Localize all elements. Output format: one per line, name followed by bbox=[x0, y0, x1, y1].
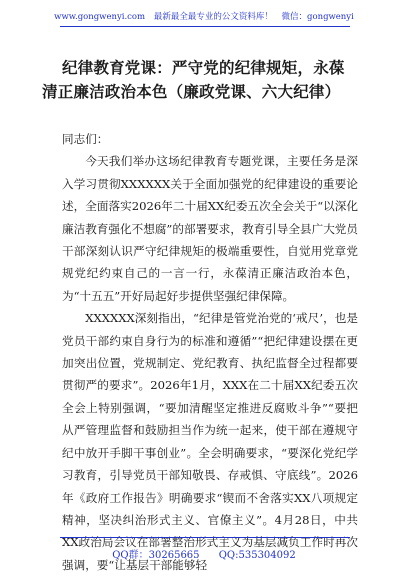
header-wechat: 微信：gongwenyi bbox=[281, 12, 354, 22]
title-line-1: 纪律教育党课：严守党的纪律规矩，永葆 bbox=[62, 58, 345, 77]
footer-qq: QQ:535304092 bbox=[218, 550, 296, 561]
header-bar bbox=[0, 10, 408, 22]
header-divider bbox=[60, 26, 350, 27]
header-slogan: 最新最全最专业的公文资料库！ bbox=[153, 12, 273, 22]
title-line-2: 清正廉洁政治本色（廉政党课、六大纪律） bbox=[42, 82, 341, 101]
footer-divider bbox=[60, 537, 350, 538]
document-title bbox=[42, 56, 362, 104]
header-site-link[interactable]: www.gongwenyi.com bbox=[54, 12, 146, 22]
footer-bar bbox=[0, 546, 408, 561]
salutation: 同志们： bbox=[62, 132, 109, 146]
document-body bbox=[62, 128, 358, 576]
body-paragraph-2: XXXXXX深刻指出，“纪律是管党治党的‘戒尺’，也是党员干部约束自身行为的标准和遵循”“把纪律建设摆在更加突出位置，党规制定、党纪教育、执纪监督全过程都要贯彻严的要求”。2026年1月，XXX在二十届XX纪委五次全会上特别强调，“要加清醒坚定推进反腐败斗争”“要把从严管理监督和鼓励担当作为统一起来，使干部在遵规守纪中放开手脚干事创业”。全会明确要求，“要深化党纪学习教育，引导党员干部知敬畏、存戒惧、守底线”。2026年《政府工作报告》明确要求“锲而不舍落实XX八项规定精神，坚决纠治形式主义、官僚主义”。4月28日，中共XX政治局会议在部署整治形式主义为基层减负工作时再次强调，要“让基层干部能够轻 bbox=[62, 311, 358, 572]
body-paragraph-1: 今天我们举办这场纪律教育专题党课，主要任务是深入学习贯彻XXXXXX关于全面加强党的纪律建设的重要论述，全面落实2026年二十届XX纪委五次全会关于“以深化廉洁教育强化不想腐”的部署要求，教育引导全县广大党员干部深刻认识严守纪律规矩的极端重要性，自觉用党章党规党纪约束自己的一言一行，永葆清正廉洁政治本色，为“十五五”开好局起好步提供坚强纪律保障。 bbox=[62, 154, 358, 303]
footer-qq-group: QQ群：30265665 bbox=[112, 550, 200, 561]
